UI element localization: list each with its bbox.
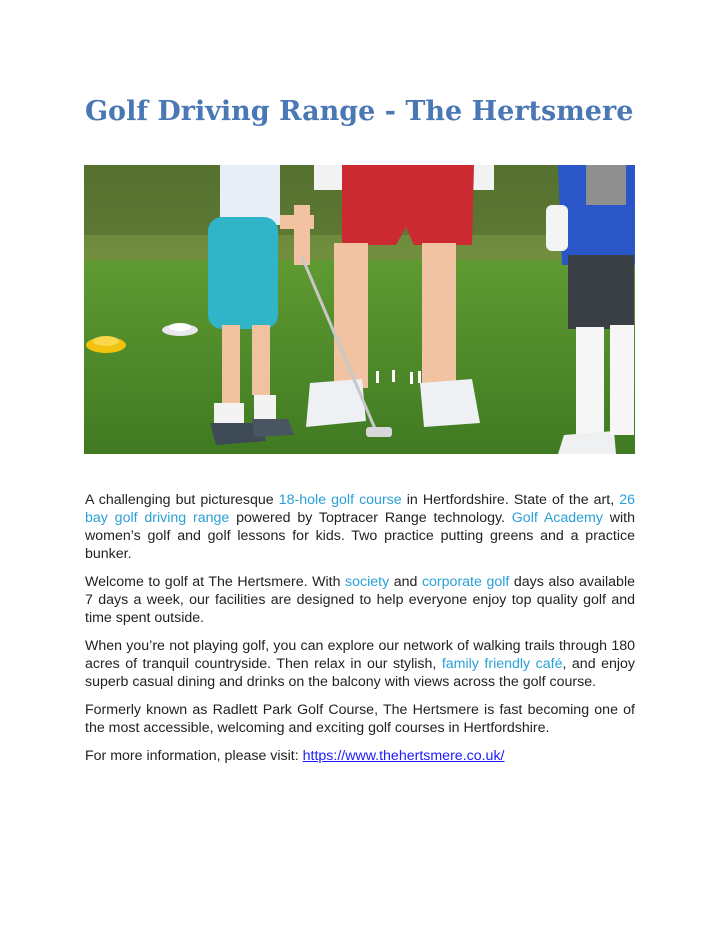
paragraph-text: When you’re not playing golf, you can explore our network of walking trails through 180 acres of tranquil countryside. Then relax in our stylish, (85, 638, 635, 672)
link-society[interactable]: society (345, 574, 390, 590)
paragraph-intro (85, 491, 635, 563)
paragraph-text: Formerly known as Radlett Park Golf Course, The Hertsmere is fast becoming one of the most accessible, welcoming and exciting golf courses in Hertfordshire. (85, 702, 635, 736)
paragraph-text: in Hertfordshire. State of the art, (401, 492, 620, 508)
paragraph-text: with women’s golf and golf lessons for kids. Two practice putting greens and a practice bunker. (85, 510, 636, 562)
page-title: Golf Driving Range - The Hertsmere (85, 96, 634, 127)
paragraph-text: For more information, please visit: (85, 748, 303, 764)
paragraph-welcome (85, 573, 635, 627)
paragraph-text: , and enjoy superb casual dining and drinks on the balcony with views across the golf course. (85, 656, 636, 690)
hero-photo (84, 165, 635, 454)
paragraph-text: Welcome to golf at The Hertsmere. With (85, 574, 346, 590)
content-body (85, 491, 635, 775)
paragraph-text: and (389, 574, 422, 590)
website-link[interactable]: https://www.thehertsmere.co.uk/ (302, 748, 505, 764)
link-corporate-golf[interactable]: corporate golf (421, 574, 510, 590)
paragraph-text: days also available 7 days a week, our facilities are designed to help everyone enjoy top quality golf and time spent outside. (85, 574, 635, 626)
paragraph-text: powered by Toptracer Range technology. (229, 510, 512, 526)
link-family-friendly-cafe[interactable]: family friendly café (441, 656, 563, 672)
paragraph-more-info (85, 747, 635, 765)
paragraph-history (85, 701, 635, 737)
link-golf-academy[interactable]: Golf Academy (511, 510, 603, 526)
link-18-hole-golf-course[interactable]: 18-hole golf course (278, 492, 402, 508)
paragraph-text: A challenging but picturesque (85, 492, 279, 508)
paragraph-countryside (85, 637, 635, 691)
link-driving-range[interactable]: 26 bay golf driving range (85, 492, 636, 526)
